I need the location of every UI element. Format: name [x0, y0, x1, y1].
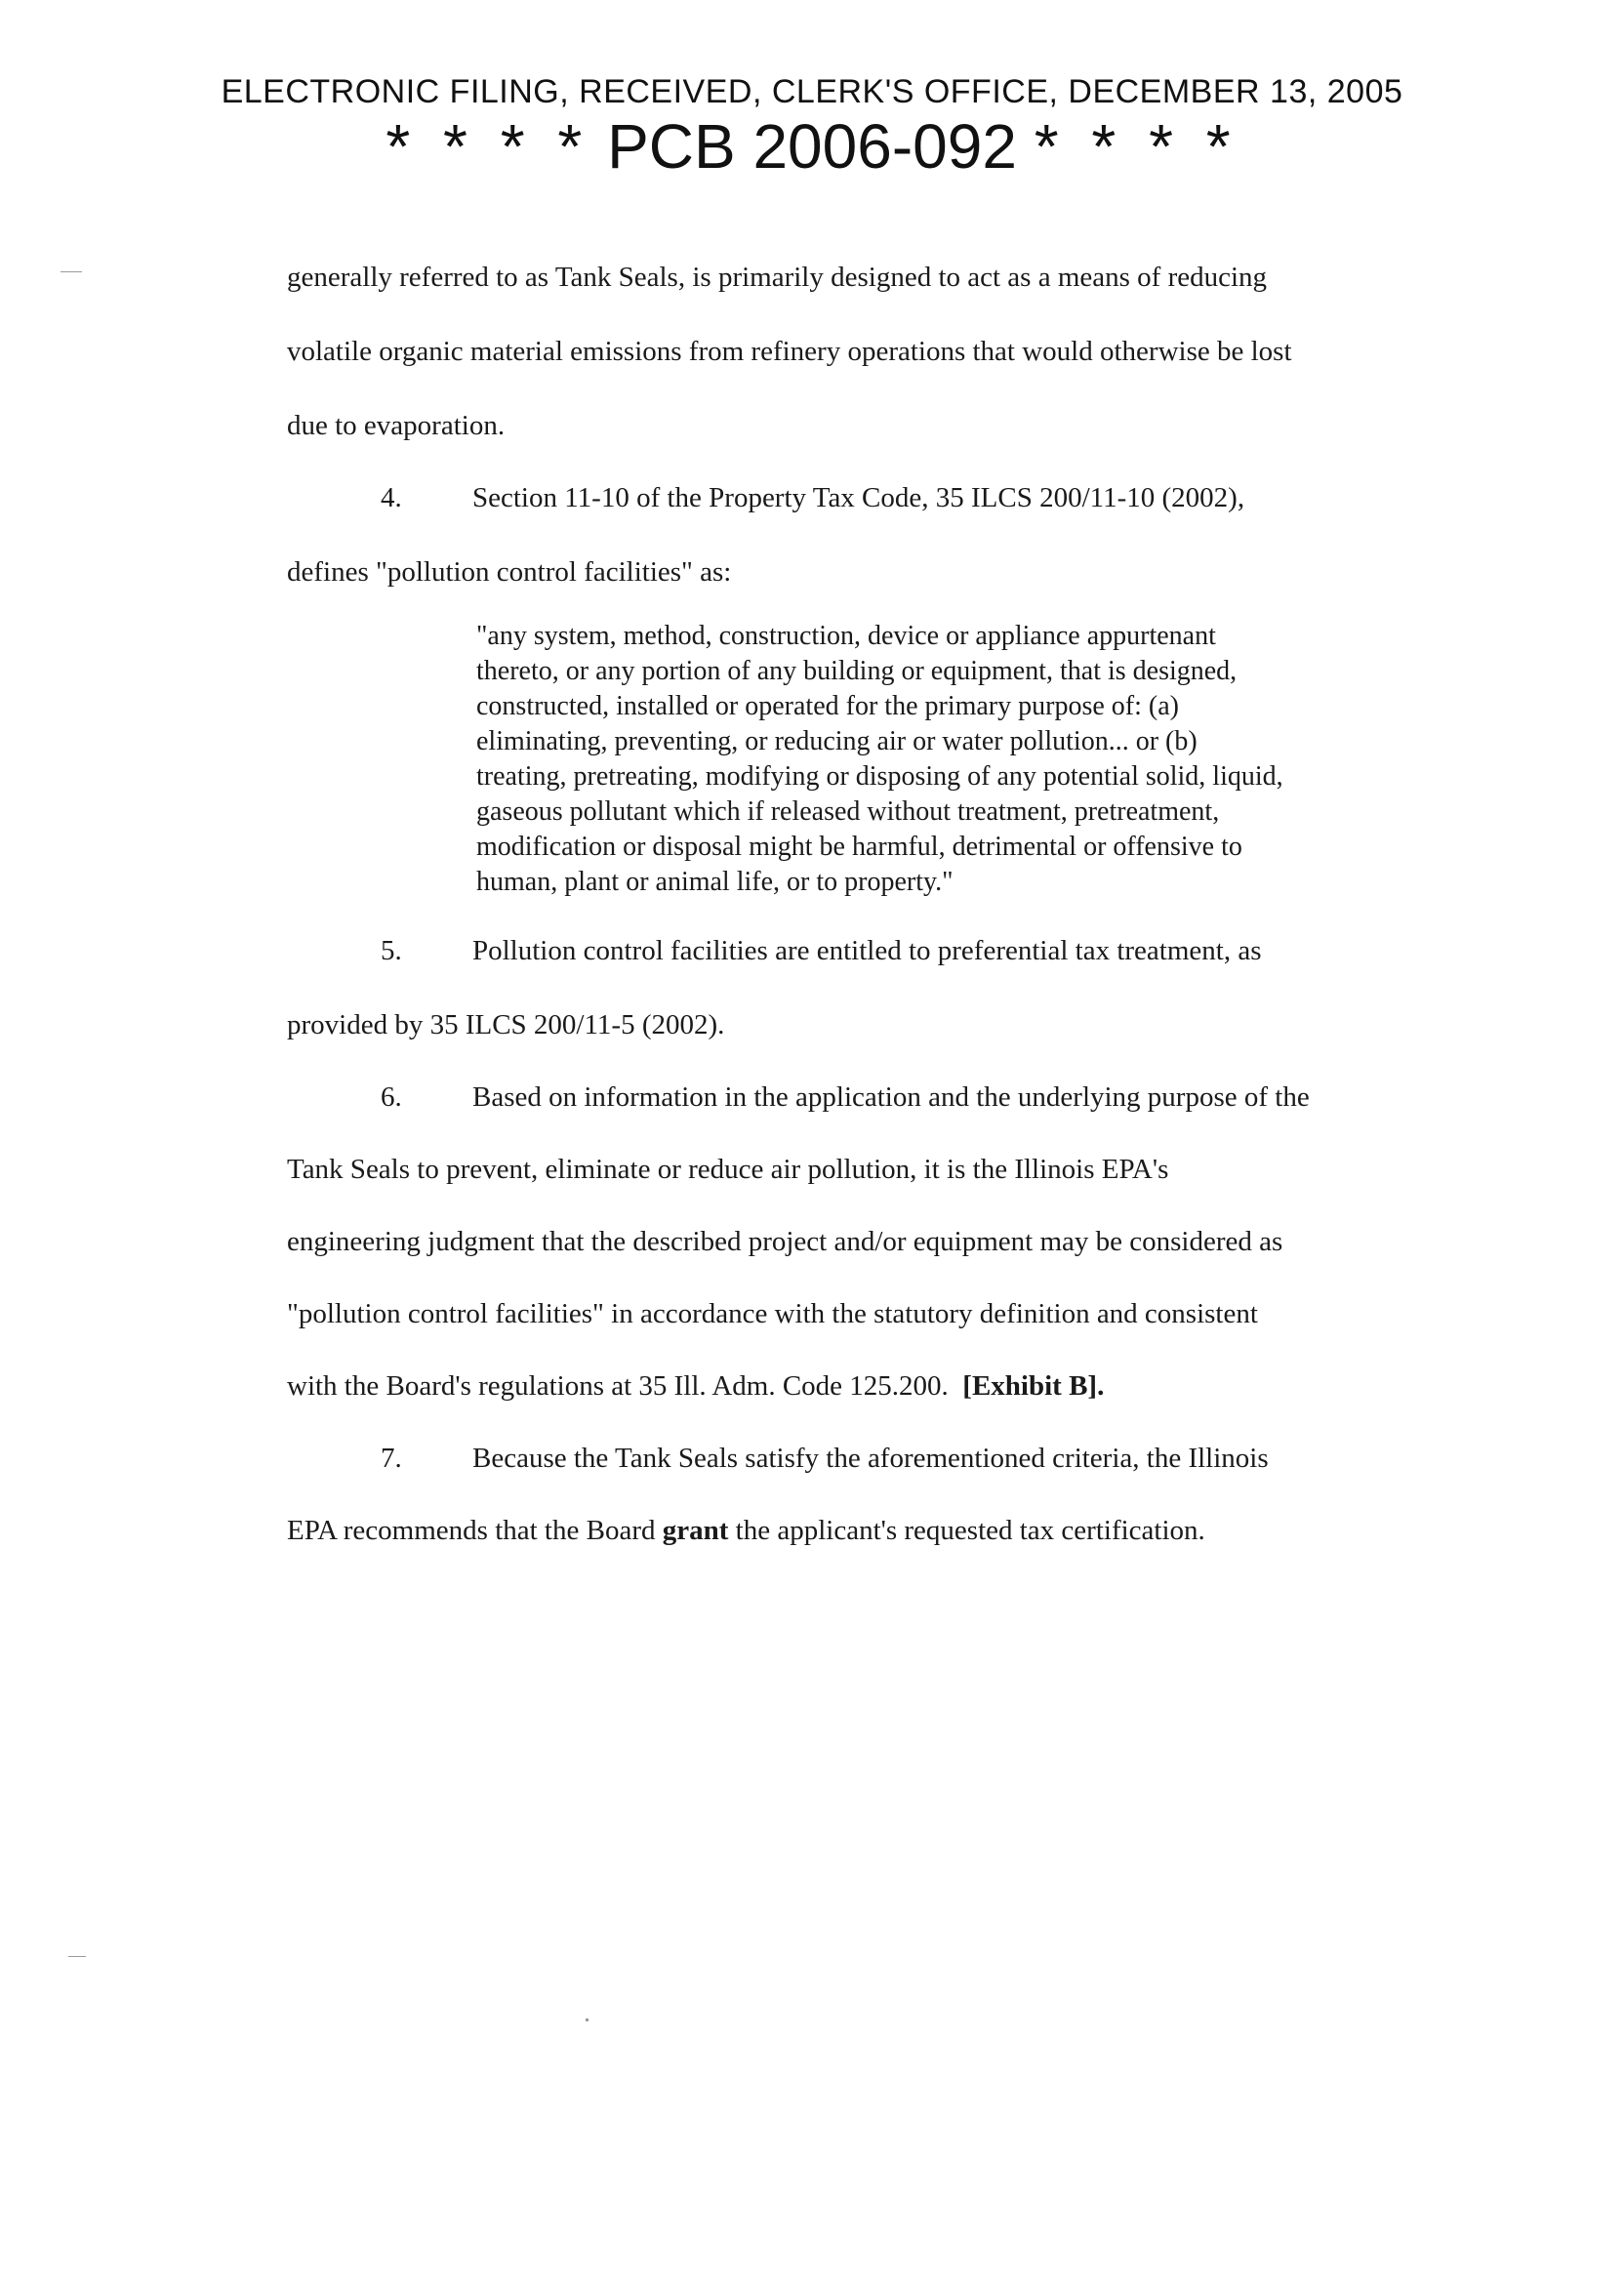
paragraph-number: 7. [381, 1443, 402, 1474]
paragraph-line [287, 1370, 1104, 1403]
scan-speck [61, 271, 82, 272]
filing-stamp: ELECTRONIC FILING, RECEIVED, CLERK'S OFFICE, DECEMBER 13, 2005 [221, 73, 1403, 110]
paragraph-number: 6. [381, 1081, 402, 1113]
docket-prefix: * * * * [386, 111, 590, 182]
block-quote [476, 619, 1283, 900]
quote-line: thereto, or any portion of any building or equipment, that is designed, [476, 656, 1238, 686]
quote-line: constructed, installed or operated for the primary purpose of: (a) [476, 691, 1179, 721]
quote-line: eliminating, preventing, or reducing air or water pollution... or (b) [476, 726, 1198, 756]
paragraph-number: 5. [381, 935, 402, 966]
quote-line: gaseous pollutant which if released without treatment, pretreatment, [476, 796, 1220, 827]
filing-header [0, 72, 1624, 180]
exhibit-reference: [Exhibit B]. [962, 1370, 1105, 1402]
paragraph-line: "pollution control facilities" in accordance with the statutory definition and consistent [287, 1298, 1258, 1329]
paragraph-number: 4. [381, 482, 402, 513]
paragraph-line: engineering judgment that the described project and/or equipment may be considered as [287, 1226, 1283, 1257]
paragraph-line: Section 11-10 of the Property Tax Code, 35 ILCS 200/11-10 (2002), [472, 482, 1245, 513]
paragraph-line: Pollution control facilities are entitled to preferential tax treatment, as [472, 935, 1262, 966]
docket-suffix: * * * * [1034, 111, 1238, 182]
quote-line: modification or disposal might be harmful, detrimental or offensive to [476, 832, 1242, 862]
quote-line: "any system, method, construction, device or appliance appurtenant [476, 621, 1216, 651]
paragraph-line: Based on information in the application and the underlying purpose of the [472, 1081, 1310, 1113]
paragraph-line: provided by 35 ILCS 200/11-5 (2002). [287, 1009, 725, 1040]
grant-emphasis: grant [662, 1515, 729, 1546]
paragraph-text: the applicant's requested tax certification. [735, 1515, 1205, 1546]
scan-speck [586, 2018, 589, 2021]
body-line: due to evaporation. [287, 410, 506, 441]
paragraph-line: Tank Seals to prevent, eliminate or reduce air pollution, it is the Illinois EPA's [287, 1154, 1169, 1185]
scan-speck [68, 1956, 86, 1957]
paragraph-line: Because the Tank Seals satisfy the aforementioned criteria, the Illinois [472, 1443, 1269, 1474]
quote-line: treating, pretreating, modifying or disposing of any potential solid, liquid, [476, 761, 1283, 792]
docket-id: PCB 2006-092 [607, 111, 1017, 182]
paragraph-text: EPA recommends that the Board [287, 1515, 656, 1546]
body-line: generally referred to as Tank Seals, is primarily designed to act as a means of reducing [287, 262, 1268, 293]
paragraph-line [287, 1515, 1205, 1547]
docket-number [0, 113, 1624, 180]
paragraph-text: with the Board's regulations at 35 Ill. Adm. Code 125.200. [287, 1370, 949, 1402]
quote-line: human, plant or animal life, or to property." [476, 867, 954, 897]
paragraph-line: defines "pollution control facilities" as: [287, 556, 732, 588]
body-line: volatile organic material emissions from refinery operations that would otherwise be lost [287, 336, 1292, 367]
